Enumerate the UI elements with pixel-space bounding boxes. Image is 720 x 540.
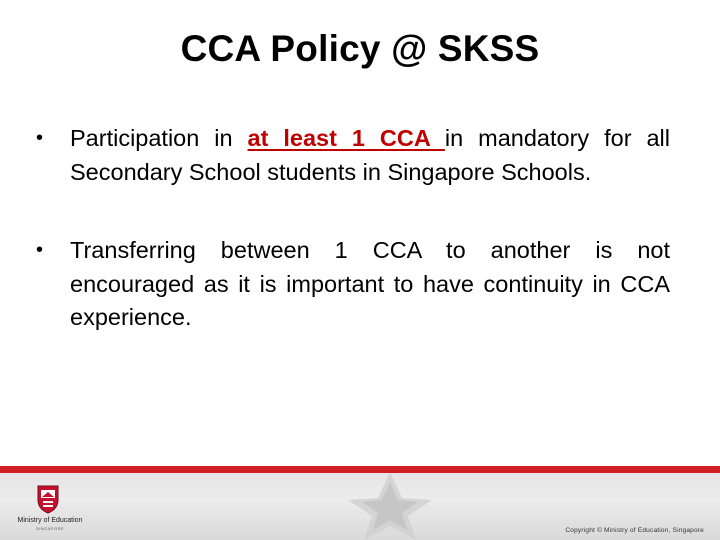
bullet-participation-text-after: in mandatory for all Secondary School students in Singapore Schools. bbox=[70, 125, 670, 185]
bullet-list bbox=[36, 122, 670, 335]
bullet-dot-icon: • bbox=[36, 127, 44, 149]
bullet-participation-text-before: Participation in bbox=[70, 125, 248, 151]
bullet-participation-emphasis: at least 1 CCA bbox=[247, 125, 445, 151]
bullet-dot-icon: • bbox=[36, 239, 44, 261]
bullet-transferring bbox=[36, 234, 670, 335]
footer-accent-line bbox=[0, 466, 720, 473]
bullet-participation bbox=[36, 122, 670, 189]
star-watermark-icon bbox=[330, 468, 450, 540]
ministry-subtitle: SINGAPORE bbox=[35, 526, 65, 531]
ministry-crest-icon bbox=[36, 484, 60, 514]
bullet-transferring-text: Transferring between 1 CCA to another is not encouraged as it is important to have continuity in CCA experience. bbox=[70, 237, 670, 330]
slide-title: CCA Policy @ SKSS bbox=[180, 28, 540, 69]
ministry-name: Ministry of Education bbox=[17, 517, 83, 524]
copyright-notice: Copyright © Ministry of Education, Singapore bbox=[565, 527, 704, 534]
